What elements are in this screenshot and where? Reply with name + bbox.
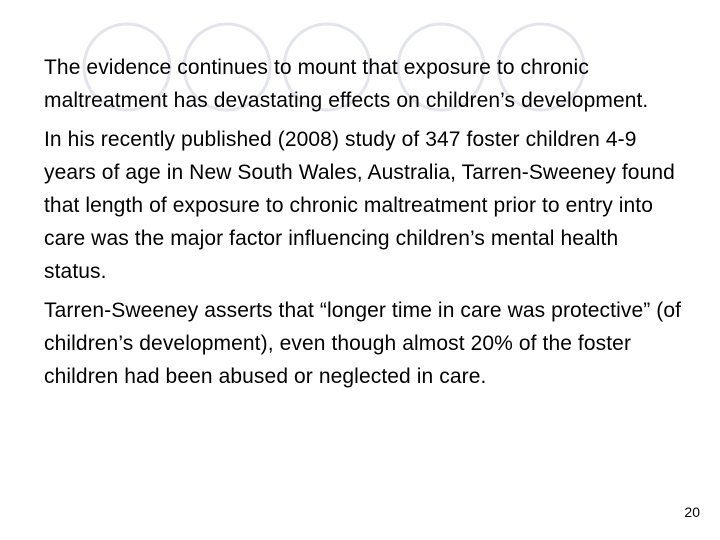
paragraph-study: In his recently published (2008) study of 347 foster children 4-9 years of age in New South Wales, Australia, Tarren-Sweeney found that length of exposure to chronic maltreatment prior to entry into care was the major factor influencing children’s mental health status.: [44, 128, 675, 283]
slide-body: [44, 51, 684, 399]
page-number: 20: [684, 504, 700, 520]
paragraph-assertion: Tarren-Sweeney asserts that “longer time in care was protective” (of children’s development), even though almost 20% of the foster children had been abused or neglected in care.: [44, 299, 682, 388]
paragraph-evidence: The evidence continues to mount that exposure to chronic maltreatment has devastating effects on children’s development.: [44, 56, 649, 112]
